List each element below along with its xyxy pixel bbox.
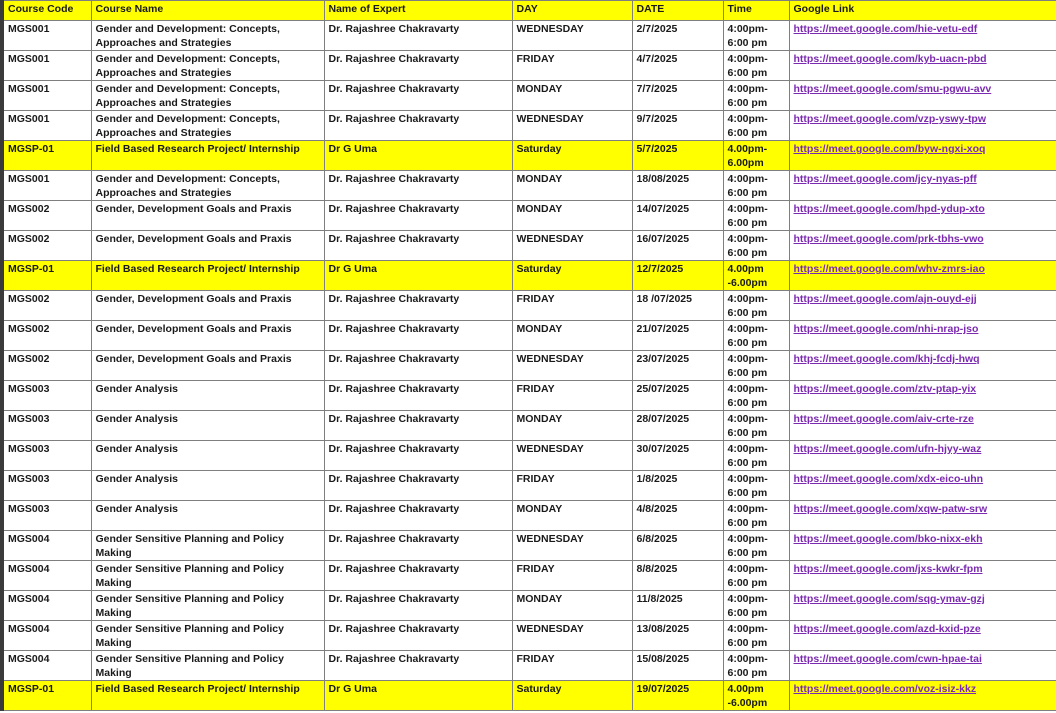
table-row — [2, 531, 1056, 561]
table-row — [2, 171, 1056, 201]
google-link-cell[interactable] — [789, 651, 1056, 681]
google-link-cell[interactable] — [789, 201, 1056, 231]
date-cell[interactable]: 6/8/2025 — [632, 531, 723, 561]
expert-cell[interactable]: Dr. Rajashree Chakravarty — [324, 561, 512, 591]
date-cell[interactable]: 25/07/2025 — [632, 381, 723, 411]
expert-cell[interactable]: Dr. Rajashree Chakravarty — [324, 111, 512, 141]
day-cell[interactable]: WEDNESDAY — [512, 621, 632, 651]
google-link-cell[interactable] — [789, 681, 1056, 711]
google-link-cell[interactable] — [789, 441, 1056, 471]
meet-link[interactable]: https://meet.google.com/ztv-ptap-yix — [793, 383, 977, 395]
google-link-cell[interactable] — [789, 171, 1056, 201]
day-cell[interactable]: MONDAY — [512, 201, 632, 231]
meet-link[interactable]: https://meet.google.com/prk-tbhs-vwo — [793, 233, 984, 245]
date-cell[interactable]: 12/7/2025 — [632, 261, 723, 291]
google-link-cell[interactable] — [789, 561, 1056, 591]
course-code-cell[interactable]: MGS003 — [2, 441, 91, 471]
course-code-cell[interactable]: MGS002 — [2, 291, 91, 321]
course-code-cell[interactable]: MGS001 — [2, 111, 91, 141]
expert-cell[interactable]: Dr G Uma — [324, 261, 512, 291]
course-code-cell[interactable]: MGS001 — [2, 21, 91, 51]
meet-link[interactable]: https://meet.google.com/whv-zmrs-iao — [793, 263, 985, 275]
time-cell[interactable]: 4:00pm-6:00 pm — [723, 591, 789, 621]
table-row — [2, 231, 1056, 261]
google-link-cell[interactable] — [789, 411, 1056, 441]
course-name-cell[interactable]: Gender, Development Goals and Praxis — [91, 201, 324, 231]
time-cell[interactable]: 4:00pm-6:00 pm — [723, 51, 789, 81]
expert-cell[interactable]: Dr. Rajashree Chakravarty — [324, 291, 512, 321]
day-cell[interactable]: MONDAY — [512, 591, 632, 621]
course-code-cell[interactable]: MGS003 — [2, 381, 91, 411]
google-link-cell[interactable] — [789, 21, 1056, 51]
google-link-cell[interactable] — [789, 501, 1056, 531]
course-code-cell[interactable]: MGS001 — [2, 81, 91, 111]
header-expert[interactable]: Name of Expert — [324, 1, 512, 21]
date-cell[interactable]: 14/07/2025 — [632, 201, 723, 231]
google-link-cell[interactable] — [789, 531, 1056, 561]
course-name-cell[interactable]: Gender and Development: Concepts, Approaches and Strategies — [91, 171, 324, 201]
expert-cell[interactable]: Dr. Rajashree Chakravarty — [324, 81, 512, 111]
google-link-cell[interactable] — [789, 231, 1056, 261]
google-link-cell[interactable] — [789, 591, 1056, 621]
course-code-cell[interactable]: MGS003 — [2, 501, 91, 531]
table-row — [2, 291, 1056, 321]
expert-cell[interactable]: Dr. Rajashree Chakravarty — [324, 21, 512, 51]
expert-cell[interactable]: Dr. Rajashree Chakravarty — [324, 621, 512, 651]
expert-cell[interactable]: Dr. Rajashree Chakravarty — [324, 51, 512, 81]
meet-link[interactable]: https://meet.google.com/jxs-kwkr-fpm — [793, 563, 983, 575]
meet-link[interactable]: https://meet.google.com/sqg-ymav-gzj — [793, 593, 985, 605]
time-cell[interactable]: 4:00pm-6:00 pm — [723, 291, 789, 321]
meet-link[interactable]: https://meet.google.com/jcy-nyas-pff — [793, 173, 977, 185]
course-code-cell[interactable]: MGS004 — [2, 561, 91, 591]
table-row — [2, 351, 1056, 381]
time-cell[interactable]: 4:00pm-6:00 pm — [723, 621, 789, 651]
meet-link[interactable]: https://meet.google.com/smu-pgwu-avv — [793, 83, 992, 95]
course-code-cell[interactable]: MGS002 — [2, 321, 91, 351]
course-name-cell[interactable]: Gender, Development Goals and Praxis — [91, 291, 324, 321]
table-row — [2, 321, 1056, 351]
table-row — [2, 81, 1056, 111]
course-name-cell[interactable]: Gender Sensitive Planning and Policy Making — [91, 531, 324, 561]
header-time[interactable]: Time — [723, 1, 789, 21]
course-name-cell[interactable]: Gender Sensitive Planning and Policy Making — [91, 621, 324, 651]
date-cell[interactable]: 18 /07/2025 — [632, 291, 723, 321]
course-code-cell[interactable]: MGS002 — [2, 351, 91, 381]
table-row — [2, 441, 1056, 471]
date-cell[interactable]: 8/8/2025 — [632, 561, 723, 591]
meet-link[interactable]: https://meet.google.com/xqw-patw-srw — [793, 503, 988, 515]
day-cell[interactable]: WEDNESDAY — [512, 21, 632, 51]
day-cell[interactable]: WEDNESDAY — [512, 231, 632, 261]
google-link-cell[interactable] — [789, 351, 1056, 381]
expert-cell[interactable]: Dr. Rajashree Chakravarty — [324, 321, 512, 351]
time-cell[interactable]: 4:00pm-6:00 pm — [723, 471, 789, 501]
time-cell[interactable]: 4:00pm-6:00 pm — [723, 171, 789, 201]
table-row — [2, 621, 1056, 651]
course-code-cell[interactable]: MGSP-01 — [2, 261, 91, 291]
day-cell[interactable]: WEDNESDAY — [512, 441, 632, 471]
date-cell[interactable]: 4/8/2025 — [632, 501, 723, 531]
time-cell[interactable]: 4:00pm-6:00 pm — [723, 501, 789, 531]
time-cell[interactable]: 4.00pm -6.00pm — [723, 681, 789, 711]
day-cell[interactable]: FRIDAY — [512, 381, 632, 411]
day-cell[interactable]: FRIDAY — [512, 651, 632, 681]
time-cell[interactable]: 4:00pm-6:00 pm — [723, 231, 789, 261]
day-cell[interactable]: FRIDAY — [512, 471, 632, 501]
course-code-cell[interactable]: MGS004 — [2, 531, 91, 561]
meet-link[interactable]: https://meet.google.com/ufn-hjyy-waz — [793, 443, 982, 455]
course-name-cell[interactable]: Gender Analysis — [91, 381, 324, 411]
date-cell[interactable]: 11/8/2025 — [632, 591, 723, 621]
course-code-cell[interactable]: MGSP-01 — [2, 141, 91, 171]
course-code-cell[interactable]: MGS004 — [2, 651, 91, 681]
course-code-cell[interactable]: MGS003 — [2, 411, 91, 441]
meet-link[interactable]: https://meet.google.com/kyb-uacn-pbd — [793, 53, 987, 65]
day-cell[interactable]: MONDAY — [512, 501, 632, 531]
expert-cell[interactable]: Dr. Rajashree Chakravarty — [324, 651, 512, 681]
table-row — [2, 261, 1056, 291]
google-link-cell[interactable] — [789, 111, 1056, 141]
date-cell[interactable]: 1/8/2025 — [632, 471, 723, 501]
table-row — [2, 51, 1056, 81]
header-google-link[interactable]: Google Link — [789, 1, 1056, 21]
course-name-cell[interactable]: Gender and Development: Concepts, Approaches and Strategies — [91, 81, 324, 111]
course-name-cell[interactable]: Gender Sensitive Planning and Policy Making — [91, 561, 324, 591]
meet-link[interactable]: https://meet.google.com/khj-fcdj-hwq — [793, 353, 980, 365]
course-code-cell[interactable]: MGS004 — [2, 591, 91, 621]
day-cell[interactable]: Saturday — [512, 141, 632, 171]
course-name-cell[interactable]: Gender, Development Goals and Praxis — [91, 321, 324, 351]
date-cell[interactable]: 16/07/2025 — [632, 231, 723, 261]
day-cell[interactable]: WEDNESDAY — [512, 111, 632, 141]
course-name-cell[interactable]: Gender Analysis — [91, 471, 324, 501]
expert-cell[interactable]: Dr. Rajashree Chakravarty — [324, 471, 512, 501]
day-cell[interactable]: Saturday — [512, 261, 632, 291]
time-cell[interactable]: 4:00pm-6:00 pm — [723, 21, 789, 51]
course-name-cell[interactable]: Gender Analysis — [91, 501, 324, 531]
google-link-cell[interactable] — [789, 81, 1056, 111]
course-name-cell[interactable]: Gender, Development Goals and Praxis — [91, 231, 324, 261]
header-course-name[interactable]: Course Name — [91, 1, 324, 21]
date-cell[interactable]: 7/7/2025 — [632, 81, 723, 111]
day-cell[interactable]: FRIDAY — [512, 291, 632, 321]
course-name-cell[interactable]: Gender Sensitive Planning and Policy Making — [91, 591, 324, 621]
date-cell[interactable]: 15/08/2025 — [632, 651, 723, 681]
meet-link[interactable]: https://meet.google.com/ajn-ouyd-ejj — [793, 293, 977, 305]
header-day[interactable]: DAY — [512, 1, 632, 21]
expert-cell[interactable]: Dr. Rajashree Chakravarty — [324, 591, 512, 621]
date-cell[interactable]: 30/07/2025 — [632, 441, 723, 471]
date-cell[interactable]: 19/07/2025 — [632, 681, 723, 711]
table-row — [2, 21, 1056, 51]
meet-link[interactable]: https://meet.google.com/hie-vetu-edf — [793, 23, 978, 35]
day-cell[interactable]: WEDNESDAY — [512, 531, 632, 561]
course-name-cell[interactable]: Field Based Research Project/ Internship — [91, 681, 324, 711]
table-row — [2, 591, 1056, 621]
day-cell[interactable]: MONDAY — [512, 81, 632, 111]
expert-cell[interactable]: Dr. Rajashree Chakravarty — [324, 351, 512, 381]
expert-cell[interactable]: Dr. Rajashree Chakravarty — [324, 531, 512, 561]
header-row — [2, 1, 1056, 21]
google-link-cell[interactable] — [789, 51, 1056, 81]
time-cell[interactable]: 4:00pm-6:00 pm — [723, 201, 789, 231]
course-code-cell[interactable]: MGS004 — [2, 621, 91, 651]
table-row — [2, 561, 1056, 591]
course-code-cell[interactable]: MGS002 — [2, 231, 91, 261]
meet-link[interactable]: https://meet.google.com/nhi-nrap-jso — [793, 323, 979, 335]
table-row — [2, 141, 1056, 171]
course-name-cell[interactable]: Gender Analysis — [91, 441, 324, 471]
time-cell[interactable]: 4:00pm-6:00 pm — [723, 561, 789, 591]
time-cell[interactable]: 4:00pm-6:00 pm — [723, 651, 789, 681]
expert-cell[interactable]: Dr. Rajashree Chakravarty — [324, 411, 512, 441]
course-code-cell[interactable]: MGS001 — [2, 51, 91, 81]
table-row — [2, 381, 1056, 411]
time-cell[interactable]: 4:00pm-6:00 pm — [723, 81, 789, 111]
header-date[interactable]: DATE — [632, 1, 723, 21]
google-link-cell[interactable] — [789, 291, 1056, 321]
table-row — [2, 411, 1056, 441]
course-code-cell[interactable]: MGS003 — [2, 471, 91, 501]
expert-cell[interactable]: Dr. Rajashree Chakravarty — [324, 171, 512, 201]
date-cell[interactable]: 28/07/2025 — [632, 411, 723, 441]
day-cell[interactable]: MONDAY — [512, 171, 632, 201]
day-cell[interactable]: FRIDAY — [512, 561, 632, 591]
meet-link[interactable]: https://meet.google.com/voz-isiz-kkz — [793, 683, 977, 695]
time-cell[interactable]: 4:00pm-6:00 pm — [723, 111, 789, 141]
time-cell[interactable]: 4:00pm-6:00 pm — [723, 351, 789, 381]
time-cell[interactable]: 4:00pm-6:00 pm — [723, 441, 789, 471]
date-cell[interactable]: 9/7/2025 — [632, 111, 723, 141]
expert-cell[interactable]: Dr. Rajashree Chakravarty — [324, 201, 512, 231]
time-cell[interactable]: 4.00pm -6.00pm — [723, 261, 789, 291]
google-link-cell[interactable] — [789, 381, 1056, 411]
expert-cell[interactable]: Dr G Uma — [324, 141, 512, 171]
expert-cell[interactable]: Dr G Uma — [324, 681, 512, 711]
course-name-cell[interactable]: Gender and Development: Concepts, Approaches and Strategies — [91, 111, 324, 141]
course-code-cell[interactable]: MGSP-01 — [2, 681, 91, 711]
table-row — [2, 501, 1056, 531]
table-row — [2, 471, 1056, 501]
meet-link[interactable]: https://meet.google.com/aiv-crte-rze — [793, 413, 974, 425]
course-name-cell[interactable]: Field Based Research Project/ Internship — [91, 141, 324, 171]
google-link-cell[interactable] — [789, 261, 1056, 291]
date-cell[interactable]: 2/7/2025 — [632, 21, 723, 51]
course-name-cell[interactable]: Field Based Research Project/ Internship — [91, 261, 324, 291]
time-cell[interactable]: 4:00pm-6:00 pm — [723, 411, 789, 441]
table-row — [2, 651, 1056, 681]
expert-cell[interactable]: Dr. Rajashree Chakravarty — [324, 381, 512, 411]
day-cell[interactable]: WEDNESDAY — [512, 351, 632, 381]
table-row — [2, 201, 1056, 231]
date-cell[interactable]: 23/07/2025 — [632, 351, 723, 381]
course-name-cell[interactable]: Gender Sensitive Planning and Policy Making — [91, 651, 324, 681]
date-cell[interactable]: 4/7/2025 — [632, 51, 723, 81]
day-cell[interactable]: MONDAY — [512, 411, 632, 441]
time-cell[interactable]: 4.00pm-6.00pm — [723, 141, 789, 171]
meet-link[interactable]: https://meet.google.com/cwn-hpae-tai — [793, 653, 982, 665]
meet-link[interactable]: https://meet.google.com/azd-kxid-pze — [793, 623, 981, 635]
google-link-cell[interactable] — [789, 141, 1056, 171]
time-cell[interactable]: 4:00pm-6:00 pm — [723, 531, 789, 561]
expert-cell[interactable]: Dr. Rajashree Chakravarty — [324, 441, 512, 471]
date-cell[interactable]: 21/07/2025 — [632, 321, 723, 351]
google-link-cell[interactable] — [789, 321, 1056, 351]
expert-cell[interactable]: Dr. Rajashree Chakravarty — [324, 231, 512, 261]
course-code-cell[interactable]: MGS002 — [2, 201, 91, 231]
expert-cell[interactable]: Dr. Rajashree Chakravarty — [324, 501, 512, 531]
time-cell[interactable]: 4:00pm-6:00 pm — [723, 381, 789, 411]
date-cell[interactable]: 13/08/2025 — [632, 621, 723, 651]
meet-link[interactable]: https://meet.google.com/hpd-ydup-xto — [793, 203, 985, 215]
table-row — [2, 681, 1056, 711]
course-code-cell[interactable]: MGS001 — [2, 171, 91, 201]
date-cell[interactable]: 18/08/2025 — [632, 171, 723, 201]
meet-link[interactable]: https://meet.google.com/bko-nixx-ekh — [793, 533, 983, 545]
course-name-cell[interactable]: Gender and Development: Concepts, Approaches and Strategies — [91, 51, 324, 81]
time-cell[interactable]: 4:00pm-6:00 pm — [723, 321, 789, 351]
day-cell[interactable]: FRIDAY — [512, 51, 632, 81]
meet-link[interactable]: https://meet.google.com/byw-ngxi-xoq — [793, 143, 986, 155]
table-row — [2, 111, 1056, 141]
day-cell[interactable]: Saturday — [512, 681, 632, 711]
google-link-cell[interactable] — [789, 621, 1056, 651]
header-course-code[interactable]: Course Code — [2, 1, 91, 21]
meet-link[interactable]: https://meet.google.com/xdx-eico-uhn — [793, 473, 984, 485]
google-link-cell[interactable] — [789, 471, 1056, 501]
meet-link[interactable]: https://meet.google.com/vzp-yswy-tpw — [793, 113, 987, 125]
course-name-cell[interactable]: Gender, Development Goals and Praxis — [91, 351, 324, 381]
course-name-cell[interactable]: Gender Analysis — [91, 411, 324, 441]
schedule-rows — [2, 21, 1056, 711]
date-cell[interactable]: 5/7/2025 — [632, 141, 723, 171]
day-cell[interactable]: MONDAY — [512, 321, 632, 351]
course-name-cell[interactable]: Gender and Development: Concepts, Approaches and Strategies — [91, 21, 324, 51]
